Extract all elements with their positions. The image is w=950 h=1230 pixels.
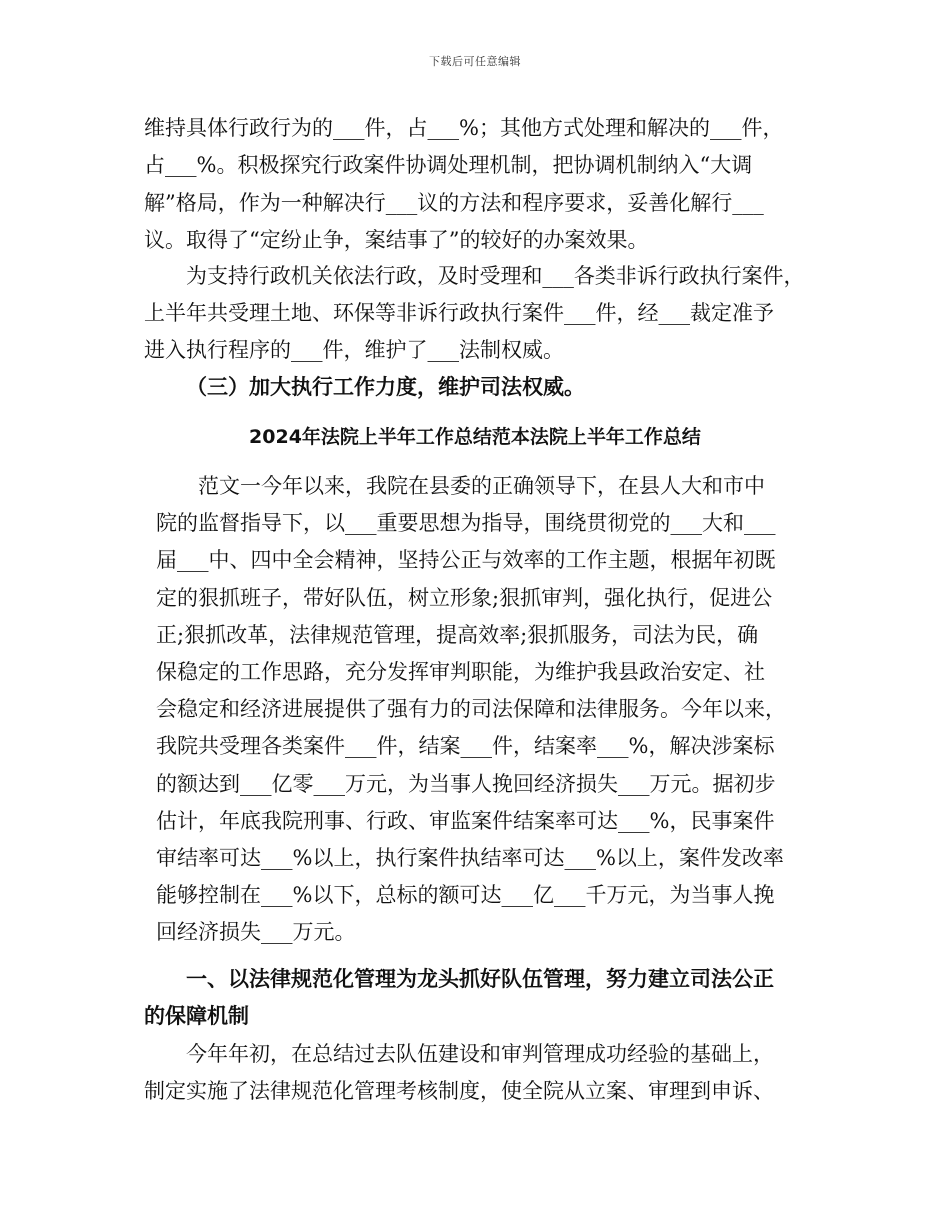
paragraph-line: 院的监督指导下，以___重要思想为指导，围绕贯彻党的___大和___ <box>156 511 776 535</box>
document-title: 2024年法院上半年工作总结范本法院上半年工作总结 <box>249 426 701 448</box>
paragraph-line: 回经济损失___万元。 <box>156 920 356 944</box>
paragraph-line: 届___中、四中全会精神，坚持公正与效率的工作主题，根据年初既 <box>156 548 776 572</box>
paragraph-line: 进入执行程序的___件，维护了___法制权威。 <box>144 338 564 362</box>
paragraph-line: 今年年初，在总结过去队伍建设和审判管理成功经验的基础上， <box>186 1042 774 1066</box>
page-header-note: 下载后可任意编辑 <box>429 55 521 68</box>
paragraph-line: 范文一今年以来，我院在县委的正确领导下，在县人大和市中 <box>198 474 765 498</box>
paragraph-line: 的额达到___亿零___万元，为当事人挽回经济损失___万元。据初步 <box>156 772 776 796</box>
paragraph-line: 为支持行政机关依法行政，及时受理和___各类非诉行政执行案件， <box>186 264 805 288</box>
paragraph-line: 制定实施了法律规范化管理考核制度，使全院从立案、审理到申诉、 <box>144 1079 774 1103</box>
paragraph-line: 占___%。积极探究行政案件协调处理机制，把协调机制纳入“大调 <box>144 153 753 177</box>
paragraph-line: 上半年共受理土地、环保等非诉行政执行案件___件，经___裁定准予 <box>144 301 774 325</box>
paragraph-line: 估计，年底我院刑事、行政、审监案件结案率可达___%，民事案件 <box>156 809 775 833</box>
paragraph-line: 能够控制在___%以下，总标的额可达___亿___千万元，为当事人挽 <box>156 883 775 907</box>
paragraph-line: 会稳定和经济进展提供了强有力的司法保障和法律服务。今年以来， <box>156 697 786 721</box>
paragraph-line: 定的狠抓班子，带好队伍，树立形象;狠抓审判，强化执行，促进公 <box>156 586 773 610</box>
paragraph-line: 我院共受理各类案件___件，结案___件，结案率___%，解决涉案标 <box>156 734 775 758</box>
paragraph-line: 正;狠抓改革，法律规范管理，提高效率;狠抓服务，司法为民，确 <box>156 623 759 647</box>
paragraph-line: 审结率可达___%以上，执行案件执结率可达___%以上，案件发改率 <box>156 846 784 870</box>
paragraph-line: 解”格局，作为一种解决行___议的方法和程序要求，妥善化解行___ <box>144 191 764 215</box>
section-heading-one-cont: 的保障机制 <box>144 1004 249 1028</box>
paragraph-line: 议。取得了“定纷止争，案结事了”的较好的办案效果。 <box>144 228 649 252</box>
section-heading-one: 一、以法律规范化管理为龙头抓好队伍管理，努力建立司法公正 <box>186 967 774 991</box>
section-heading-three: （三）加大执行工作力度，维护司法权威。 <box>186 375 585 399</box>
paragraph-line: 维持具体行政行为的___件，占___%；其他方式处理和解决的___件， <box>144 116 784 140</box>
paragraph-line: 保稳定的工作思路，充分发挥审判职能，为维护我县政治安定、社 <box>156 660 765 684</box>
